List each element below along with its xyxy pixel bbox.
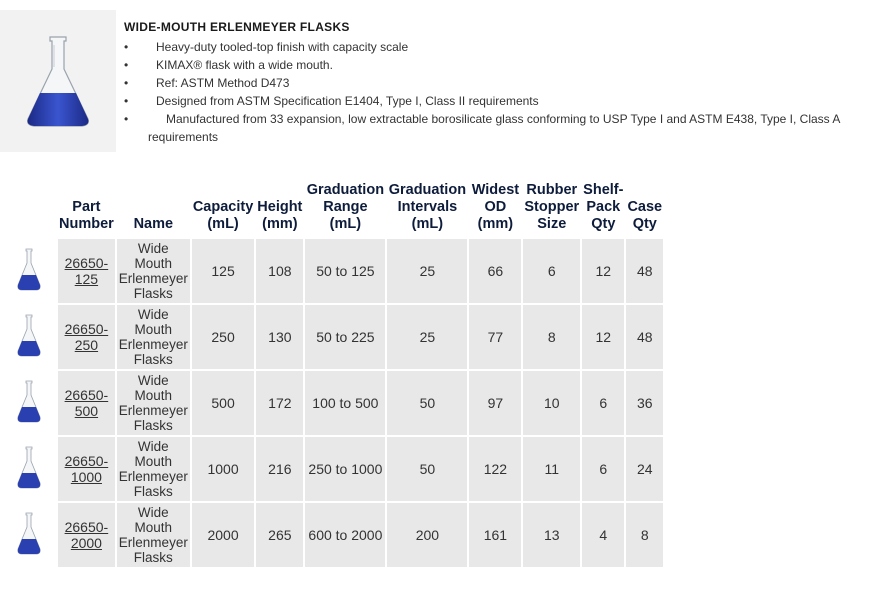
part-number-link[interactable]: 26650- 125 (64, 255, 109, 287)
table-row (2, 239, 663, 303)
header-widest-od: Widest OD (mm) (469, 182, 521, 237)
row-shelf-pack: 6 (582, 437, 624, 501)
row-image[interactable] (2, 305, 56, 369)
row-part-number[interactable] (58, 437, 115, 501)
row-case-qty: 24 (626, 437, 663, 501)
header-case-qty: Case Qty (626, 182, 663, 237)
row-graduation-range: 50 to 125 (305, 239, 385, 303)
row-image[interactable] (2, 503, 56, 567)
feature-list (120, 38, 875, 146)
row-widest-od: 122 (469, 437, 521, 501)
row-graduation-intervals: 50 (387, 371, 467, 435)
header-graduation-range: Graduation Range (mL) (305, 182, 385, 237)
table-row (2, 503, 663, 567)
row-graduation-intervals: 200 (387, 503, 467, 567)
row-part-number[interactable] (58, 503, 115, 567)
row-height: 130 (256, 305, 303, 369)
header-capacity: Capacity (mL) (192, 182, 254, 237)
row-height: 172 (256, 371, 303, 435)
feature-text: Designed from ASTM Specification E1404, Type I, Class II requirements (156, 94, 539, 108)
row-shelf-pack: 12 (582, 239, 624, 303)
row-name: Wide Mouth Erlenmeyer Flasks (118, 439, 188, 499)
product-image (0, 10, 116, 152)
row-name: Wide Mouth Erlenmeyer Flasks (118, 505, 188, 565)
row-graduation-intervals: 50 (387, 437, 467, 501)
table-row (2, 371, 663, 435)
row-stopper-size: 11 (523, 437, 580, 501)
header-shelf-pack: Shelf- Pack Qty (582, 182, 624, 237)
row-graduation-range: 100 to 500 (305, 371, 385, 435)
row-widest-od: 161 (469, 503, 521, 567)
header-image (2, 182, 56, 237)
row-capacity: 2000 (192, 503, 254, 567)
erlenmeyer-flask-icon (16, 313, 42, 359)
part-number-link[interactable]: 26650- 250 (64, 321, 109, 353)
page-title: WIDE-MOUTH ERLENMEYER FLASKS (124, 20, 350, 34)
erlenmeyer-flask-icon (18, 31, 98, 131)
row-capacity: 1000 (192, 437, 254, 501)
feature-text: Manufactured from 33 expansion, low extractable borosilicate glass conforming to USP Type I and ASTM E438, Type I, Class A (166, 112, 841, 126)
row-widest-od: 97 (469, 371, 521, 435)
row-capacity: 125 (192, 239, 254, 303)
feature-item (120, 38, 875, 56)
header-name: Name (117, 182, 190, 237)
row-shelf-pack: 4 (582, 503, 624, 567)
header-graduation-intervals: Graduation Intervals (mL) (387, 182, 467, 237)
feature-item (120, 110, 875, 146)
row-stopper-size: 6 (523, 239, 580, 303)
row-graduation-intervals: 25 (387, 305, 467, 369)
feature-text: Ref: ASTM Method D473 (156, 76, 290, 90)
header-stopper-size: Rubber Stopper Size (523, 182, 580, 237)
header-part-number: Part Number (58, 182, 115, 237)
row-image[interactable] (2, 437, 56, 501)
row-widest-od: 77 (469, 305, 521, 369)
feature-text: KIMAX® flask with a wide mouth. (156, 58, 333, 72)
row-image[interactable] (2, 239, 56, 303)
table-header-row (2, 182, 663, 237)
part-number-link[interactable]: 26650- 1000 (64, 453, 109, 485)
row-shelf-pack: 6 (582, 371, 624, 435)
row-part-number[interactable] (58, 239, 115, 303)
row-widest-od: 66 (469, 239, 521, 303)
row-part-number[interactable] (58, 371, 115, 435)
row-case-qty: 48 (626, 239, 663, 303)
table-row (2, 305, 663, 369)
row-name: Wide Mouth Erlenmeyer Flasks (118, 241, 188, 301)
row-height: 265 (256, 503, 303, 567)
row-stopper-size: 8 (523, 305, 580, 369)
row-case-qty: 36 (626, 371, 663, 435)
row-height: 216 (256, 437, 303, 501)
row-graduation-range: 250 to 1000 (305, 437, 385, 501)
feature-text: Heavy-duty tooled-top finish with capacity scale (156, 40, 409, 54)
row-graduation-range: 50 to 225 (305, 305, 385, 369)
feature-text-continued: requirements (148, 130, 219, 144)
row-case-qty: 8 (626, 503, 663, 567)
row-case-qty: 48 (626, 305, 663, 369)
feature-item (120, 74, 875, 92)
row-capacity: 250 (192, 305, 254, 369)
feature-item (120, 56, 875, 74)
row-name: Wide Mouth Erlenmeyer Flasks (118, 307, 188, 367)
row-image[interactable] (2, 371, 56, 435)
erlenmeyer-flask-icon (16, 445, 42, 491)
part-number-link[interactable]: 26650- 500 (64, 387, 109, 419)
part-number-link[interactable]: 26650- 2000 (64, 519, 109, 551)
row-part-number[interactable] (58, 305, 115, 369)
header-height: Height (mm) (256, 182, 303, 237)
table-row (2, 437, 663, 501)
erlenmeyer-flask-icon (16, 379, 42, 425)
row-stopper-size: 13 (523, 503, 580, 567)
row-graduation-range: 600 to 2000 (305, 503, 385, 567)
product-table (0, 180, 665, 569)
row-graduation-intervals: 25 (387, 239, 467, 303)
row-height: 108 (256, 239, 303, 303)
erlenmeyer-flask-icon (16, 247, 42, 293)
feature-item (120, 92, 875, 110)
product-table-wrapper (0, 180, 665, 569)
row-capacity: 500 (192, 371, 254, 435)
row-name: Wide Mouth Erlenmeyer Flasks (118, 373, 188, 433)
erlenmeyer-flask-icon (16, 511, 42, 557)
row-shelf-pack: 12 (582, 305, 624, 369)
row-stopper-size: 10 (523, 371, 580, 435)
